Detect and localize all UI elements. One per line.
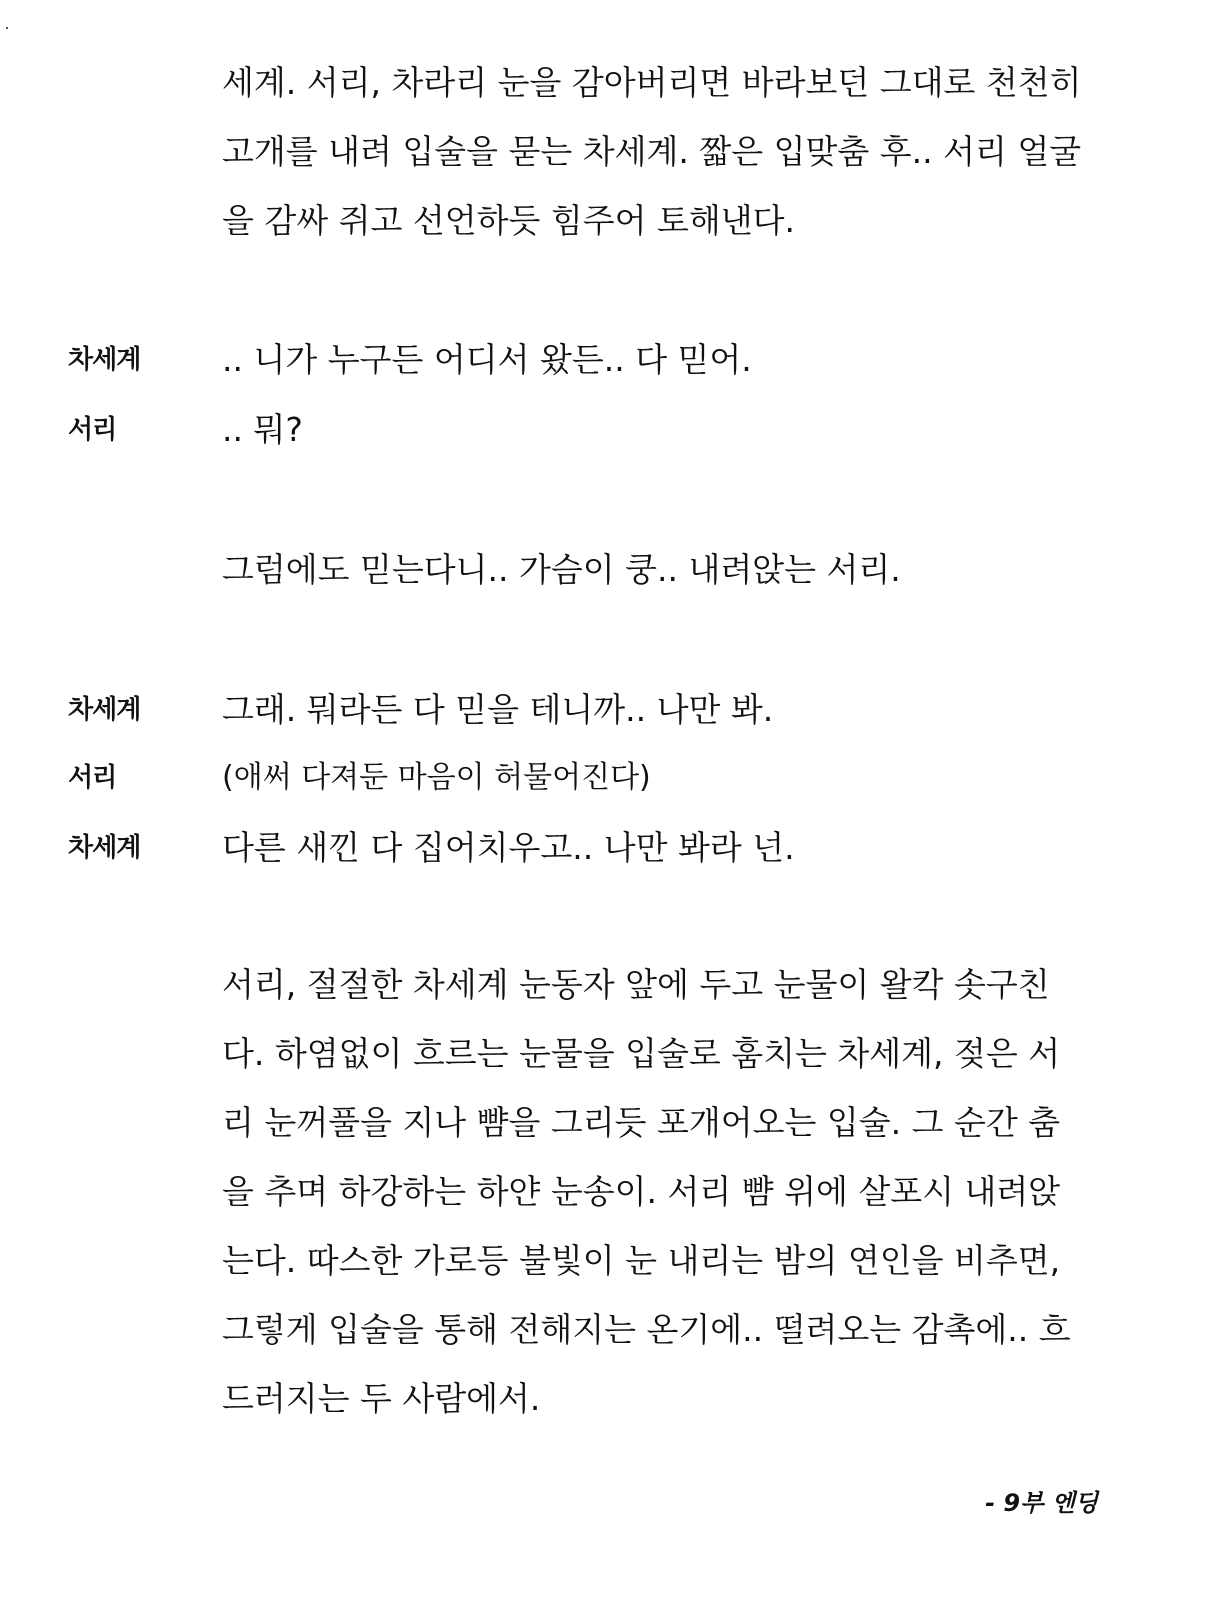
speaker-name: 서리 (68, 415, 117, 445)
paragraph-line: 그럼에도 믿는다니.. 가슴이 쿵.. 내려앉는 서리. (222, 550, 901, 589)
paragraph-line: 고개를 내려 입술을 묻는 차세계. 짧은 입맞춤 후.. 서리 얼굴 (222, 132, 1082, 171)
speaker-name: 차세계 (68, 345, 141, 375)
dialogue-row (0, 818, 1206, 878)
paragraph-line: 을 추며 하강하는 하얀 눈송이. 서리 뺨 위에 살포시 내려앉 (222, 1172, 1061, 1211)
scan-speck (6, 27, 8, 29)
speaker-name: 서리 (68, 763, 117, 793)
paragraph-line: 서리, 절절한 차세계 눈동자 앞에 두고 눈물이 왈칵 솟구친 (222, 965, 1050, 1004)
paragraph-line: 드러지는 두 사람에서. (222, 1379, 541, 1418)
speaker-name: 차세계 (68, 833, 141, 863)
dialogue-stage-direction: (애써 다져둔 마음이 허물어진다) (222, 760, 651, 795)
action-paragraph-2 (222, 535, 1102, 604)
paragraph-line: 는다. 따스한 가로등 불빛이 눈 내리는 밤의 연인을 비추면, (222, 1241, 1061, 1280)
speaker-name: 차세계 (68, 695, 141, 725)
dialogue-row (0, 330, 1206, 390)
dialogue-row (0, 748, 1206, 808)
dialogue-row (0, 400, 1206, 460)
paragraph-line: 세계. 서리, 차라리 눈을 감아버리면 바라보던 그대로 천천히 (222, 63, 1082, 102)
dialogue-line: 그래. 뭐라든 다 믿을 테니까.. 나만 봐. (222, 690, 774, 729)
episode-ending-label: - 9부 엔딩 (985, 1489, 1098, 1517)
paragraph-line: 리 눈꺼풀을 지나 뺨을 그리듯 포개어오는 입술. 그 순간 춤 (222, 1103, 1061, 1142)
dialogue-row (0, 680, 1206, 740)
paragraph-line: 다. 하염없이 흐르는 눈물을 입술로 훔치는 차세계, 젖은 서 (222, 1034, 1061, 1073)
dialogue-line: .. 니가 누구든 어디서 왔든.. 다 믿어. (222, 340, 752, 379)
dialogue-line: 다른 새낀 다 집어치우고.. 나만 봐라 넌. (222, 828, 795, 867)
dialogue-line: .. 뭐? (222, 410, 303, 449)
paragraph-line: 을 감싸 쥐고 선언하듯 힘주어 토해낸다. (222, 201, 795, 240)
paragraph-line: 그렇게 입술을 통해 전해지는 온기에.. 떨려오는 감촉에.. 흐 (222, 1310, 1071, 1349)
action-paragraph-1 (222, 48, 1102, 255)
action-paragraph-3 (222, 950, 1102, 1433)
